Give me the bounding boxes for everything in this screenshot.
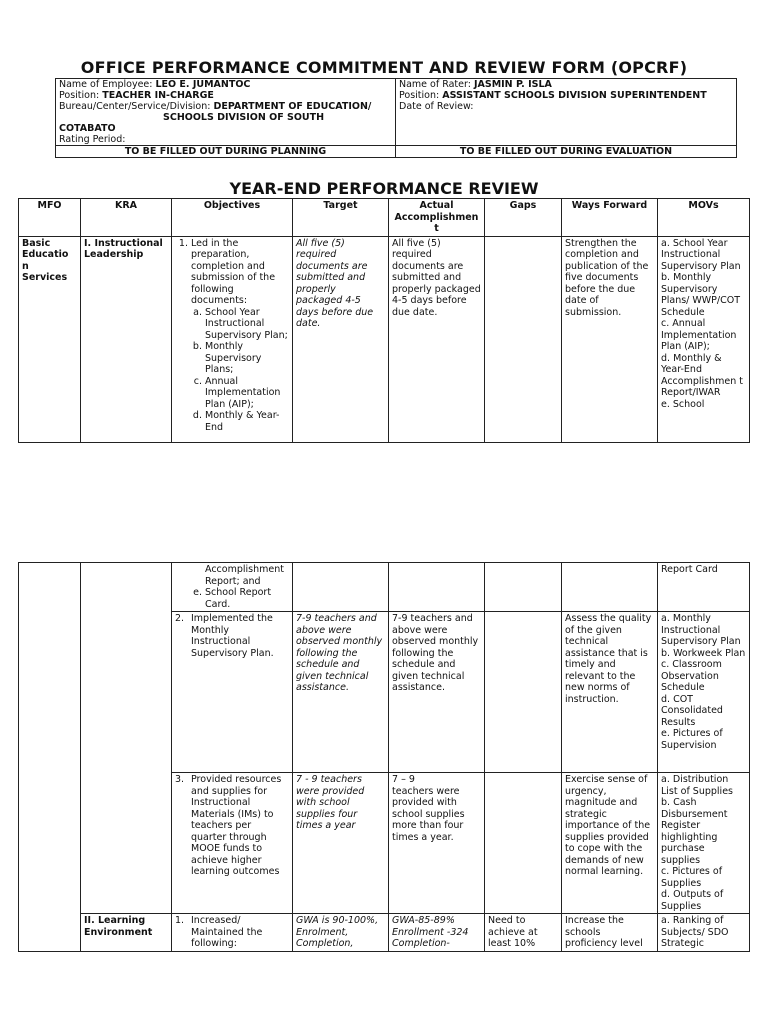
ways-forward-cell: Strengthen the completion and publication of the five documents before the due date of submission.	[562, 236, 658, 442]
mov-item: c. Annual Implementation Plan (AIP);	[661, 318, 737, 352]
mov-item: c. Pictures of Supplies	[661, 866, 723, 889]
position-label: Position:	[59, 90, 103, 101]
bureau-label: Bureau/Center/Service/Division:	[59, 101, 214, 112]
objectives-cell	[172, 773, 293, 914]
mov-item: a. Distribution List of Supplies	[661, 774, 733, 797]
mov-item: d. Monthly & Year-End Accomplishmen t Report/IWAR	[661, 352, 743, 398]
target-cell: 7 - 9 teachers were provided with school supplies four times a year	[293, 773, 389, 914]
table-row	[19, 236, 750, 442]
bureau-value-line1: DEPARTMENT OF EDUCATION/	[213, 101, 372, 112]
gaps-cell: Need to achieve at least 10%	[485, 914, 562, 952]
mov-item: a. School Year Instructional Supervisory Plan	[661, 237, 741, 272]
table-row	[19, 914, 750, 952]
objective-text: Implemented the Monthly Instructional Supervisory Plan.	[191, 613, 274, 659]
kra-cell-cont	[81, 563, 172, 914]
col-header-kra: KRA	[81, 199, 172, 237]
objectives-cell-cont	[172, 563, 293, 612]
col-header-actual: Actual Accomplishmen t	[389, 199, 485, 237]
actual-cell-cont	[389, 563, 485, 612]
employee-info-cell	[56, 79, 396, 146]
col-header-mfo: MFO	[19, 199, 81, 237]
mov-item: c. Classroom Observation Schedule	[661, 659, 722, 693]
target-cell: GWA is 90-100%, Enrolment, Completion,	[293, 914, 389, 952]
ways-forward-cell-cont	[562, 563, 658, 612]
actual-cell: GWA-85-89% Enrollment -324 Completion-	[389, 914, 485, 952]
objective-number: 3.	[175, 774, 185, 785]
gaps-cell	[485, 236, 562, 442]
planning-note: TO BE FILLED OUT DURING PLANNING	[56, 146, 396, 158]
ways-forward-cell: Exercise sense of urgency, magnitude and strategic importance of the supplies provided to cope with the demands of new normal learning.	[562, 773, 658, 914]
mov-item: d. COT Consolidated Results	[661, 693, 723, 728]
rater-label: Name of Rater:	[399, 79, 474, 90]
mov-item: a. Ranking of Subjects/ SDO Strategic	[661, 915, 729, 949]
movs-cell	[658, 914, 750, 952]
review-table-page2	[18, 562, 750, 952]
movs-cell	[658, 236, 750, 442]
objective-item: 1. Led in the preparation, completion and submission of the following documents: a. School Year Instructional Supervisory Plan; b. Monthly Supervisory Plans; c. Annual Implementation Plan (AIP); d. Monthly & Year-End	[191, 238, 289, 434]
actual-cell	[389, 773, 485, 914]
target-cell-cont	[293, 563, 389, 612]
movs-cell	[658, 773, 750, 914]
objective-number: 2.	[175, 613, 185, 624]
bureau-value-line2: SCHOOLS DIVISION OF SOUTH	[163, 112, 325, 123]
mov-item: b. Cash Disbursement Register highlighting purchase supplies	[661, 797, 728, 866]
actual-cell: All five (5) required documents are submitted and properly packaged 4-5 days before due date.	[389, 236, 485, 442]
objective-text: Provided resources and supplies for Instructional Materials (IMs) to teachers per quarter through MOOE funds to achieve higher learning outcomes	[191, 774, 282, 877]
gaps-cell	[485, 612, 562, 773]
ways-forward-cell: Increase the schools proficiency level	[562, 914, 658, 952]
rater-info-cell	[396, 79, 737, 146]
target-cell: All five (5) required documents are submitted and properly packaged 4-5 days before due date.	[293, 236, 389, 442]
objective-subitem: e. School Report Card.	[205, 587, 289, 610]
employee-position: TEACHER IN-CHARGE	[102, 90, 214, 101]
target-cell: 7-9 teachers and above were observed monthly following the schedule and given technical assistance.	[293, 612, 389, 773]
movs-cell	[658, 612, 750, 773]
rating-period-label: Rating Period:	[59, 134, 126, 145]
mov-item: b. Workweek Plan	[661, 647, 746, 659]
employee-name: LEO E. JUMANTOC	[155, 79, 251, 90]
evaluation-note: TO BE FILLED OUT DURING EVALUATION	[396, 146, 737, 158]
objective-subitem: Accomplishment Report; and	[205, 564, 284, 587]
actual-cell: 7-9 teachers and above were observed monthly following the schedule and given technical assistance.	[389, 612, 485, 773]
column-header-row	[19, 199, 750, 237]
mfo-cell-cont	[19, 563, 81, 952]
col-header-gaps: Gaps	[485, 199, 562, 237]
bureau-value-line3: COTABATO	[59, 123, 116, 134]
objectives-cell	[172, 612, 293, 773]
objective-subitem: b. Monthly Supervisory Plans;	[205, 341, 289, 376]
kra-cell: I. Instructional Leadership	[81, 236, 172, 442]
mov-item: b. Monthly Supervisory Plans/ WWP/COT Schedule	[661, 272, 741, 318]
objective-text: Increased/ Maintained the following:	[191, 915, 263, 949]
rater-position: ASSISTANT SCHOOLS DIVISION SUPERINTENDENT	[442, 90, 707, 101]
objective-subitem: c. Annual Implementation Plan (AIP);	[205, 376, 289, 411]
objective-subitem: a. School Year Instructional Supervisory Plan;	[205, 307, 289, 342]
ways-forward-cell: Assess the quality of the given technical assistance that is timely and relevant to the new norms of instruction.	[562, 612, 658, 773]
employee-label: Name of Employee:	[59, 79, 156, 90]
kra-cell: II. Learning Environment	[81, 914, 172, 952]
mov-item: e. School	[661, 398, 705, 410]
rater-name: JASMIN P. ISLA	[473, 79, 552, 90]
actual-line1: 7 – 9	[392, 774, 415, 785]
rater-position-label: Position:	[399, 90, 443, 101]
mov-item: e. Pictures of Supervision	[661, 728, 723, 751]
mov-item: a. Monthly Instructional Supervisory Plan	[661, 613, 741, 647]
table-row	[19, 563, 750, 612]
col-header-objectives: Objectives	[172, 199, 293, 237]
col-header-target: Target	[293, 199, 389, 237]
review-table-page1	[18, 198, 750, 443]
header-info-table	[55, 78, 737, 158]
mov-item: d. Outputs of Supplies	[661, 889, 724, 912]
objective-number: 1.	[175, 915, 185, 926]
actual-line2: teachers were provided with school supplies more than four times a year.	[392, 785, 465, 843]
movs-cell-cont: Report Card	[658, 563, 750, 612]
objectives-cell	[172, 914, 293, 952]
gaps-cell	[485, 773, 562, 914]
document-title: OFFICE PERFORMANCE COMMITMENT AND REVIEW FORM (OPCRF)	[80, 58, 688, 77]
date-of-review-label: Date of Review:	[399, 101, 474, 112]
section-title: YEAR-END PERFORMANCE REVIEW	[229, 179, 539, 198]
objective-subitem: d. Monthly & Year-End	[205, 410, 289, 433]
col-header-ways-forward: Ways Forward	[562, 199, 658, 237]
col-header-movs: MOVs	[658, 199, 750, 237]
objectives-cell	[172, 236, 293, 442]
gaps-cell-cont	[485, 563, 562, 612]
mfo-cell: Basic Educatio n Services	[19, 236, 81, 442]
